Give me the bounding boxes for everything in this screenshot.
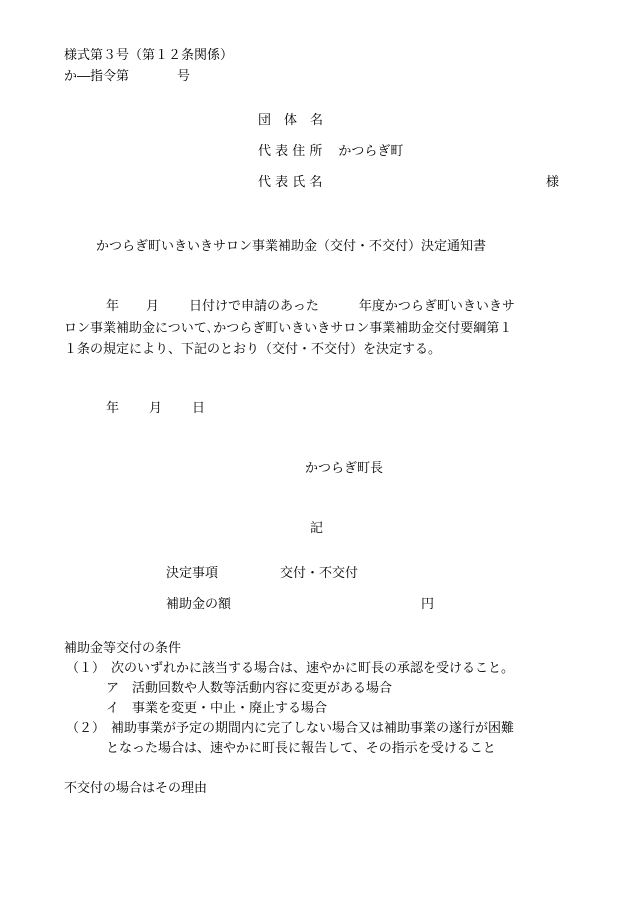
ki-marker: 記 — [310, 521, 324, 536]
condition-2-continuation: となった場合は、速やかに町長に報告して、その指示を受けること — [106, 741, 496, 756]
address-value: かつらぎ町 — [338, 144, 404, 159]
representative-name-label: 代 表 氏 名 — [258, 175, 323, 190]
body-year2-phrase: 年度かつらぎ町いきいきサ — [358, 299, 515, 314]
condition-item-2 — [66, 721, 514, 737]
representative-address-row — [258, 144, 403, 160]
body-line-2: ロン事業補助金について､かつらぎ町いきいきサロン事業補助金交付要綱第１ — [64, 321, 513, 336]
condition-1-i: イ 事業を変更・中止・廃止する場合 — [106, 701, 328, 716]
body-day-phrase: 日付けで申請のあった — [189, 299, 319, 314]
date-month: 月 — [149, 401, 163, 416]
reference-number — [64, 69, 190, 85]
organization-label: 団 体 名 — [258, 113, 324, 128]
decision-label: 決定事項 — [166, 566, 219, 581]
condition-1-number: （１） — [66, 661, 106, 676]
condition-1-a: ア 活動回数や人数等活動内容に変更がある場合 — [106, 681, 393, 696]
address-label: 代 表 住 所 — [258, 144, 323, 159]
amount-unit: 円 — [421, 597, 435, 612]
reference-suffix: 号 — [177, 69, 191, 84]
decision-value: 交付・不交付 — [280, 566, 359, 581]
body-line-1 — [106, 299, 515, 315]
reference-prefix: か―指令第 — [64, 69, 130, 84]
date-year: 年 — [106, 401, 120, 416]
decision-row — [166, 566, 358, 582]
honorific-sama: 様 — [546, 175, 560, 190]
document-title: かつらぎ町いきいきサロン事業補助金（交付・不交付）決定通知書 — [96, 239, 487, 254]
body-year: 年 — [106, 299, 120, 314]
date-day: 日 — [192, 401, 206, 416]
condition-2-number: （２） — [66, 721, 106, 736]
condition-1-text: 次のいずれかに該当する場合は、速やかに町長の承認を受けること。 — [111, 661, 515, 676]
condition-item-1 — [66, 661, 514, 677]
body-line-3: １条の規定により、下記のとおり（交付・不交付）を決定する。 — [64, 342, 442, 357]
conditions-heading: 補助金等交付の条件 — [64, 641, 182, 656]
date-line — [106, 401, 205, 417]
amount-label: 補助金の額 — [166, 597, 232, 612]
amount-row — [166, 597, 434, 613]
form-number: 様式第３号（第１２条関係） — [64, 48, 234, 63]
non-grant-reason-label: 不交付の場合はその理由 — [64, 781, 208, 796]
body-month: 月 — [146, 299, 160, 314]
issuer-mayor: かつらぎ町長 — [305, 461, 384, 476]
condition-2-text: 補助事業が予定の期間内に完了しない場合又は補助事業の遂行が困難 — [111, 721, 515, 736]
